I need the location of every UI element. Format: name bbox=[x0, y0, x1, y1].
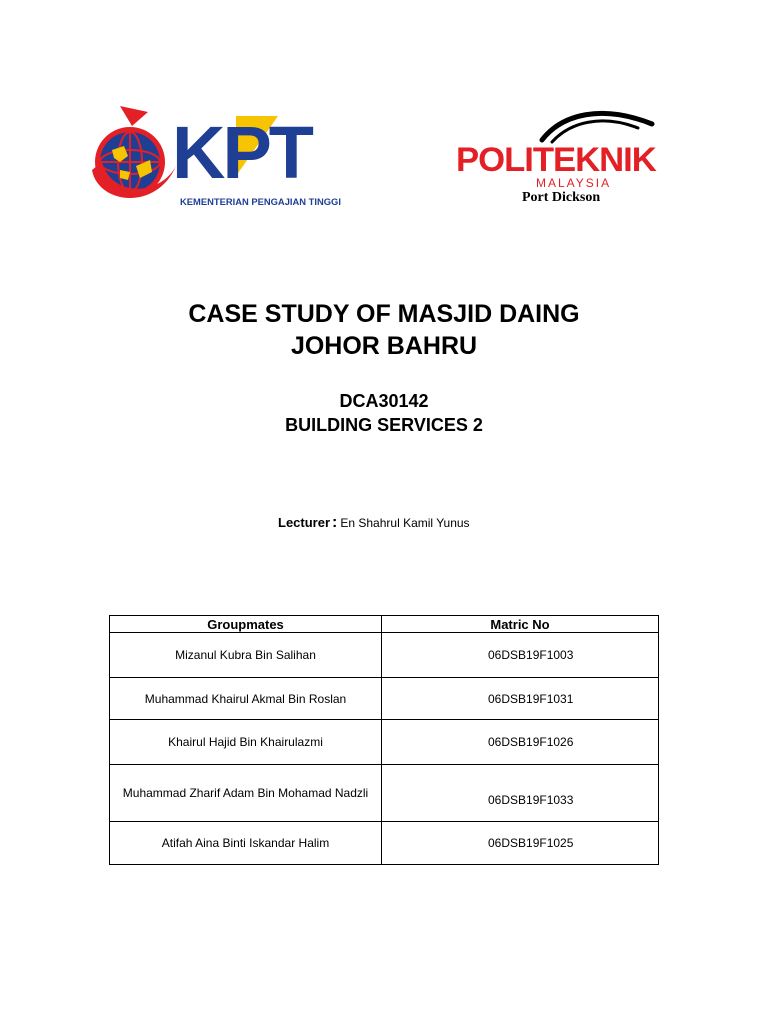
lecturer-name: En Shahrul Kamil Yunus bbox=[340, 516, 470, 530]
politeknik-campus: Port Dickson bbox=[522, 190, 601, 205]
matric-number: 06DSB19F1003 bbox=[382, 633, 659, 678]
matric-number: 06DSB19F1033 bbox=[382, 765, 659, 822]
lecturer-label: Lecturer bbox=[278, 515, 331, 530]
table-row bbox=[110, 822, 659, 865]
table-row bbox=[110, 765, 659, 822]
header-groupmates: Groupmates bbox=[110, 616, 382, 633]
politeknik-logo bbox=[452, 104, 668, 208]
table-row bbox=[110, 720, 659, 765]
title-line-2: JOHOR BAHRU bbox=[290, 332, 478, 360]
kpt-logo-wordmark: KPT bbox=[172, 111, 311, 194]
table-header-row bbox=[110, 616, 659, 633]
course-code: DCA30142 bbox=[339, 391, 429, 411]
lecturer-line bbox=[278, 514, 470, 532]
matric-number: 06DSB19F1031 bbox=[382, 678, 659, 720]
groupmate-name: Mizanul Kubra Bin Salihan bbox=[110, 633, 382, 678]
politeknik-wordmark: POLITEKNIK bbox=[456, 141, 656, 179]
kpt-logo bbox=[90, 100, 352, 216]
groupmate-name: Khairul Hajid Bin Khairulazmi bbox=[110, 720, 382, 765]
groupmate-name: Muhammad Zharif Adam Bin Mohamad Nadzli bbox=[110, 765, 382, 822]
politeknik-subtitle: MALAYSIA bbox=[536, 176, 612, 190]
title-line-1: CASE STUDY OF MASJID DAING bbox=[188, 300, 580, 328]
matric-number: 06DSB19F1026 bbox=[382, 720, 659, 765]
politeknik-arc-icon bbox=[452, 104, 668, 144]
groupmates-table bbox=[109, 615, 659, 865]
lecturer-separator: : bbox=[332, 514, 338, 531]
document-title bbox=[0, 298, 768, 362]
groupmate-name: Muhammad Khairul Akmal Bin Roslan bbox=[110, 678, 382, 720]
groupmate-name: Atifah Aina Binti Iskandar Halim bbox=[110, 822, 382, 865]
matric-number: 06DSB19F1025 bbox=[382, 822, 659, 865]
kpt-logo-subtitle: KEMENTERIAN PENGAJIAN TINGGI bbox=[180, 196, 341, 207]
table-row bbox=[110, 633, 659, 678]
course-name: BUILDING SERVICES 2 bbox=[285, 415, 483, 435]
table-row bbox=[110, 678, 659, 720]
header-matric-no: Matric No bbox=[382, 616, 659, 633]
